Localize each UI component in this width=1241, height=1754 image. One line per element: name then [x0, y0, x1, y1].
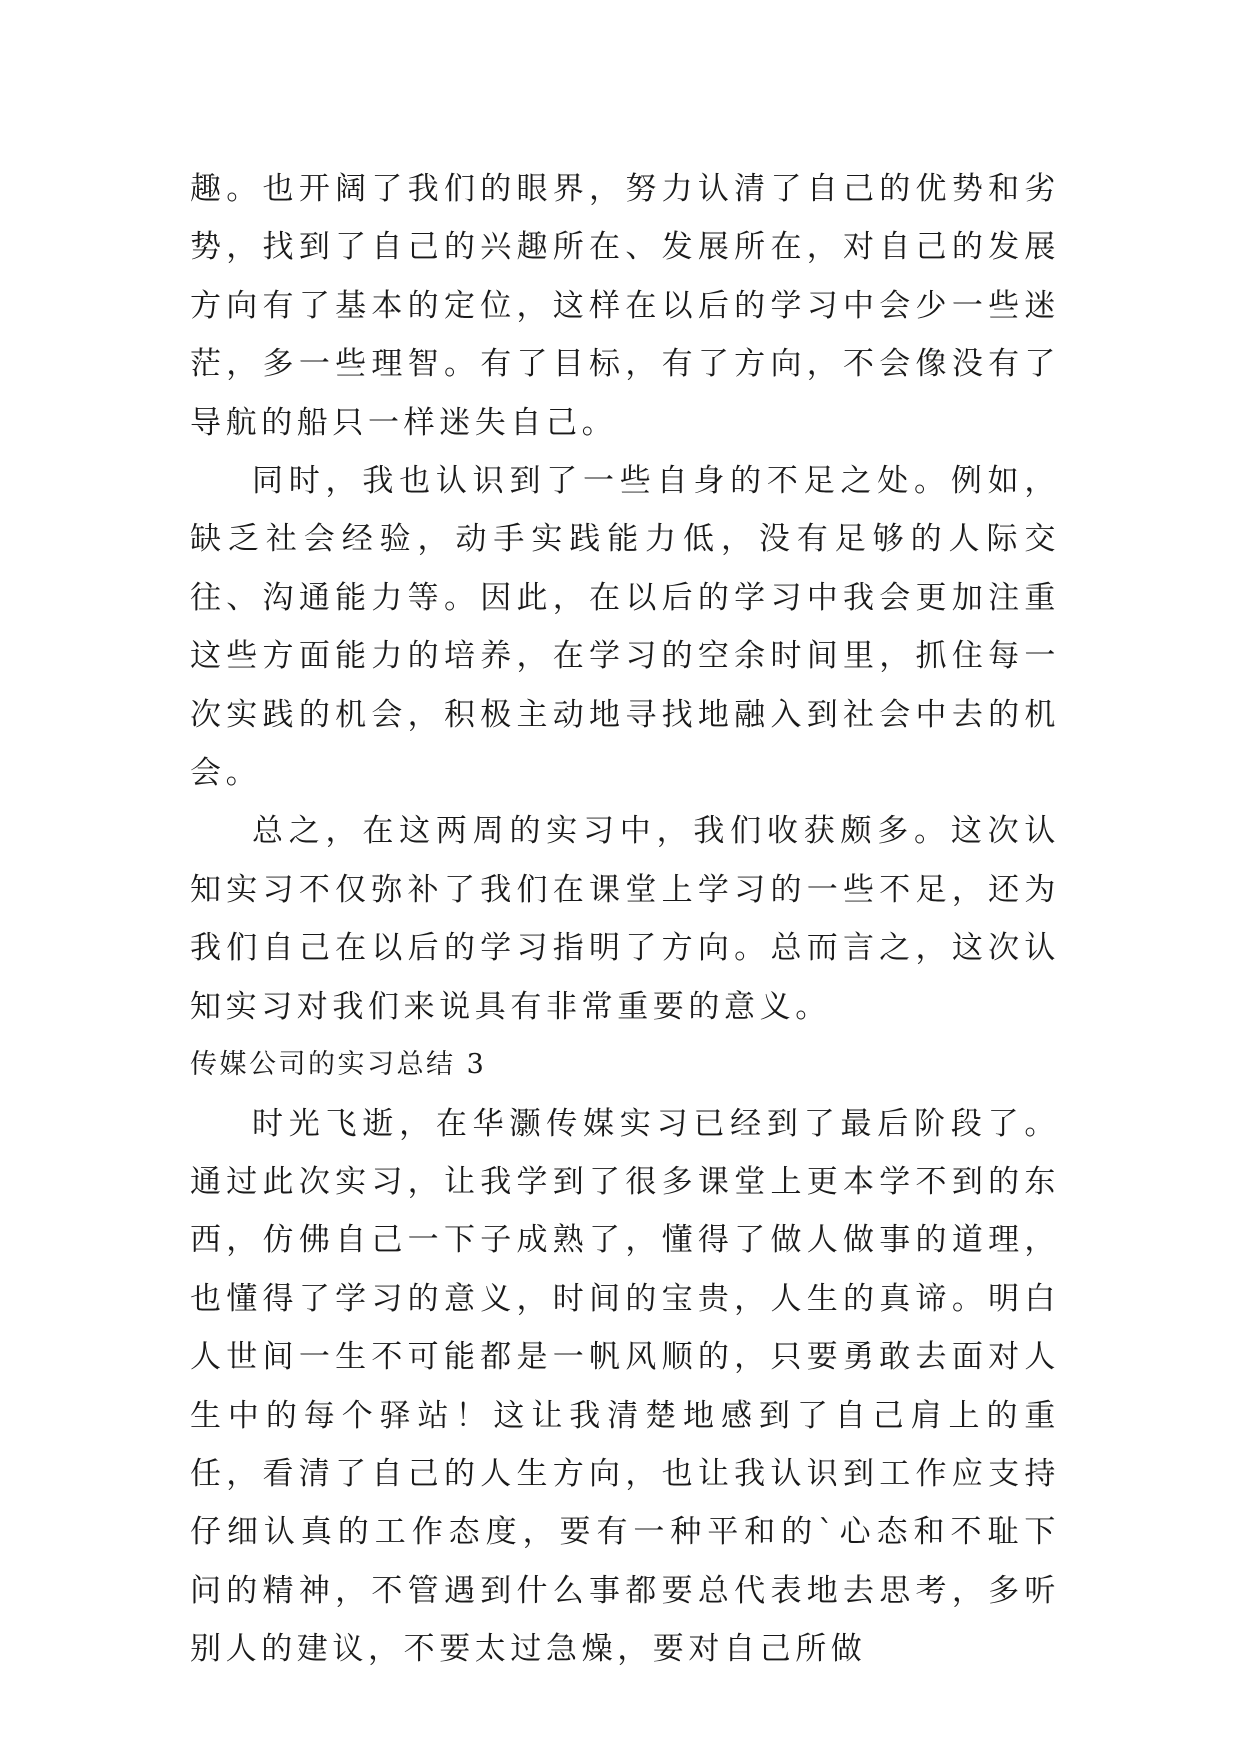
section-title: 传媒公司的实习总结 3	[190, 1049, 487, 1081]
paragraph-shortcomings: 同时，我也认识到了一些自身的不足之处。例如，缺乏社会经验，动手实践能力低，没有足够的人际交往、沟通能力等。因此，在以后的学习中我会更加注重这些方面能力的培养，在学习的空余时间里，抓住每一次实践的机会，积极主动地寻找地融入到社会中去的机会。	[190, 463, 1060, 792]
document-body	[190, 160, 1060, 1679]
paragraph-continued: 趣。也开阔了我们的眼界，努力认清了自己的优势和劣势，找到了自己的兴趣所在、发展所在，对自己的发展方向有了基本的定位，这样在以后的学习中会少一些迷茫，多一些理智。有了目标，有了方向，不会像没有了导航的船只一样迷失自己。	[190, 171, 1060, 441]
paragraph-section-3: 时光飞逝，在华灏传媒实习已经到了最后阶段了。通过此次实习，让我学到了很多课堂上更本学不到的东西，仿佛自己一下子成熟了，懂得了做人做事的道理，也懂得了学习的意义，时间的宝贵，人生的真谛。明白人世间一生不可能都是一帆风顺的，只要勇敢去面对人生中的每个驿站！这让我清楚地感到了自己肩上的重任，看清了自己的人生方向，也让我认识到工作应支持仔细认真的工作态度，要有一种平和的`心态和不耻下问的精神，不管遇到什么事都要总代表地去思考，多听别人的建议，不要太过急燥，要对自己所做	[190, 1105, 1060, 1668]
paragraph-conclusion: 总之，在这两周的实习中，我们收获颇多。这次认知实习不仅弥补了我们在课堂上学习的一些不足，还为我们自己在以后的学习指明了方向。总而言之，这次认知实习对我们来说具有非常重要的意义。	[190, 813, 1060, 1025]
